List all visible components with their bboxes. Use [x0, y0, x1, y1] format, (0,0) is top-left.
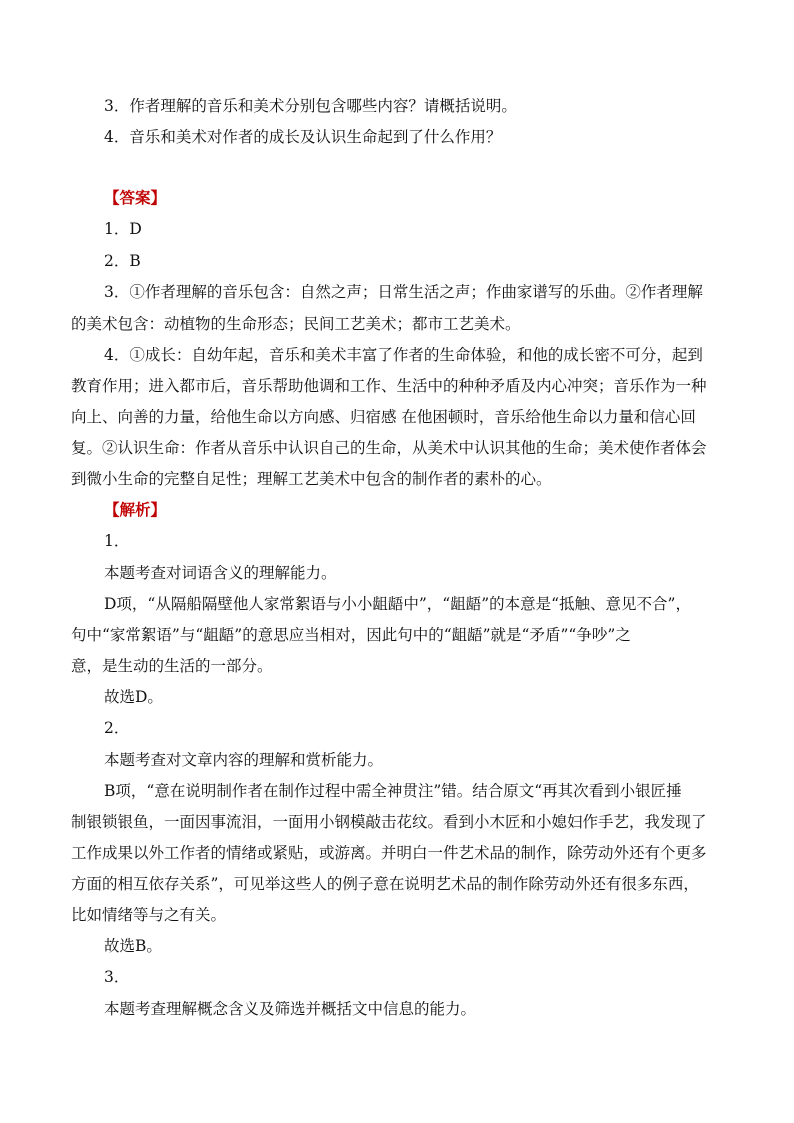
analysis-3-intro: 本题考查理解概念含义及筛选并概括文中信息的能力。	[104, 1000, 477, 1018]
analysis-3-number: 3．	[104, 968, 130, 986]
answer-header: 【答案】	[104, 188, 167, 207]
analysis-1-body-line: 意，是生动的生活的一部分。	[71, 657, 273, 675]
analysis-1-body-line: 句中“家常絮语”与“龃龉”的意思应当相对，因此句中的“龃龉”就是“矛盾”“争吵”之	[71, 626, 631, 644]
answer-2: 2．B	[104, 252, 141, 270]
analysis-2-intro: 本题考查对文章内容的理解和赏析能力。	[104, 751, 384, 769]
analysis-2-body-line: 工作成果以外工作者的情绪或紧贴，或游离。并明白一件艺术品的制作，除劳动外还有个更多	[71, 844, 707, 862]
answer-4-line: 教育作用；进入都市后，音乐帮助他调和工作、生活中的种种矛盾及内心冲突；音乐作为一种	[71, 377, 707, 395]
analysis-2-body-line: B项，“意在说明制作者在制作过程中需全神贯注”错。结合原文“再其次看到小银匠捶	[104, 782, 682, 800]
answer-4-line: 到微小生命的完整自足性；理解工艺美术中包含的制作者的素朴的心。	[71, 470, 552, 488]
analysis-1-body-line: D项，“从隔船隔壁他人家常絮语与小小龃龉中”，“龃龉”的本意是“抵触、意见不合”，	[104, 595, 691, 613]
answer-3-line: 3．①作者理解的音乐包含：自然之声；日常生活之声；作曲家谱写的乐曲。②作者理解	[104, 283, 703, 301]
answer-4-line: 复。②认识生命：作者从音乐中认识自己的生命，从美术中认识其他的生命；美术使作者体会	[71, 439, 707, 457]
analysis-2-body-line: 制银锁银鱼，一面因事流泪，一面用小钢模敲击花纹。看到小木匠和小媳妇作手艺，我发现了	[71, 813, 707, 831]
analysis-header: 【解析】	[104, 500, 167, 519]
analysis-2-number: 2．	[104, 719, 130, 737]
analysis-2-conclusion: 故选B。	[104, 937, 162, 955]
analysis-1-conclusion: 故选D。	[104, 688, 163, 706]
analysis-2-body-line: 方面的相互依存关系”，可见举这些人的例子意在说明艺术品的制作除劳动外还有很多东西，	[71, 875, 699, 893]
analysis-1-number: 1．	[104, 532, 130, 550]
analysis-1-intro: 本题考查对词语含义的理解能力。	[104, 564, 337, 582]
answer-4-line: 向上、向善的力量，给他生命以方向感、归宿感 在他困顿时，音乐给他生命以力量和信心回	[71, 408, 696, 426]
analysis-2-body-line: 比如情绪等与之有关。	[71, 906, 227, 924]
answer-1: 1．D	[104, 220, 142, 238]
question-3: 3．作者理解的音乐和美术分别包含哪些内容？请概括说明。	[104, 97, 517, 115]
answer-3-line: 的美术包含：动植物的生命形态；民间工艺美术；都市工艺美术。	[71, 315, 521, 333]
answer-4-line: 4．①成长：自幼年起，音乐和美术丰富了作者的生命体验，和他的成长密不可分，起到	[104, 346, 703, 364]
question-4: 4．音乐和美术对作者的成长及认识生命起到了什么作用？	[104, 128, 502, 146]
